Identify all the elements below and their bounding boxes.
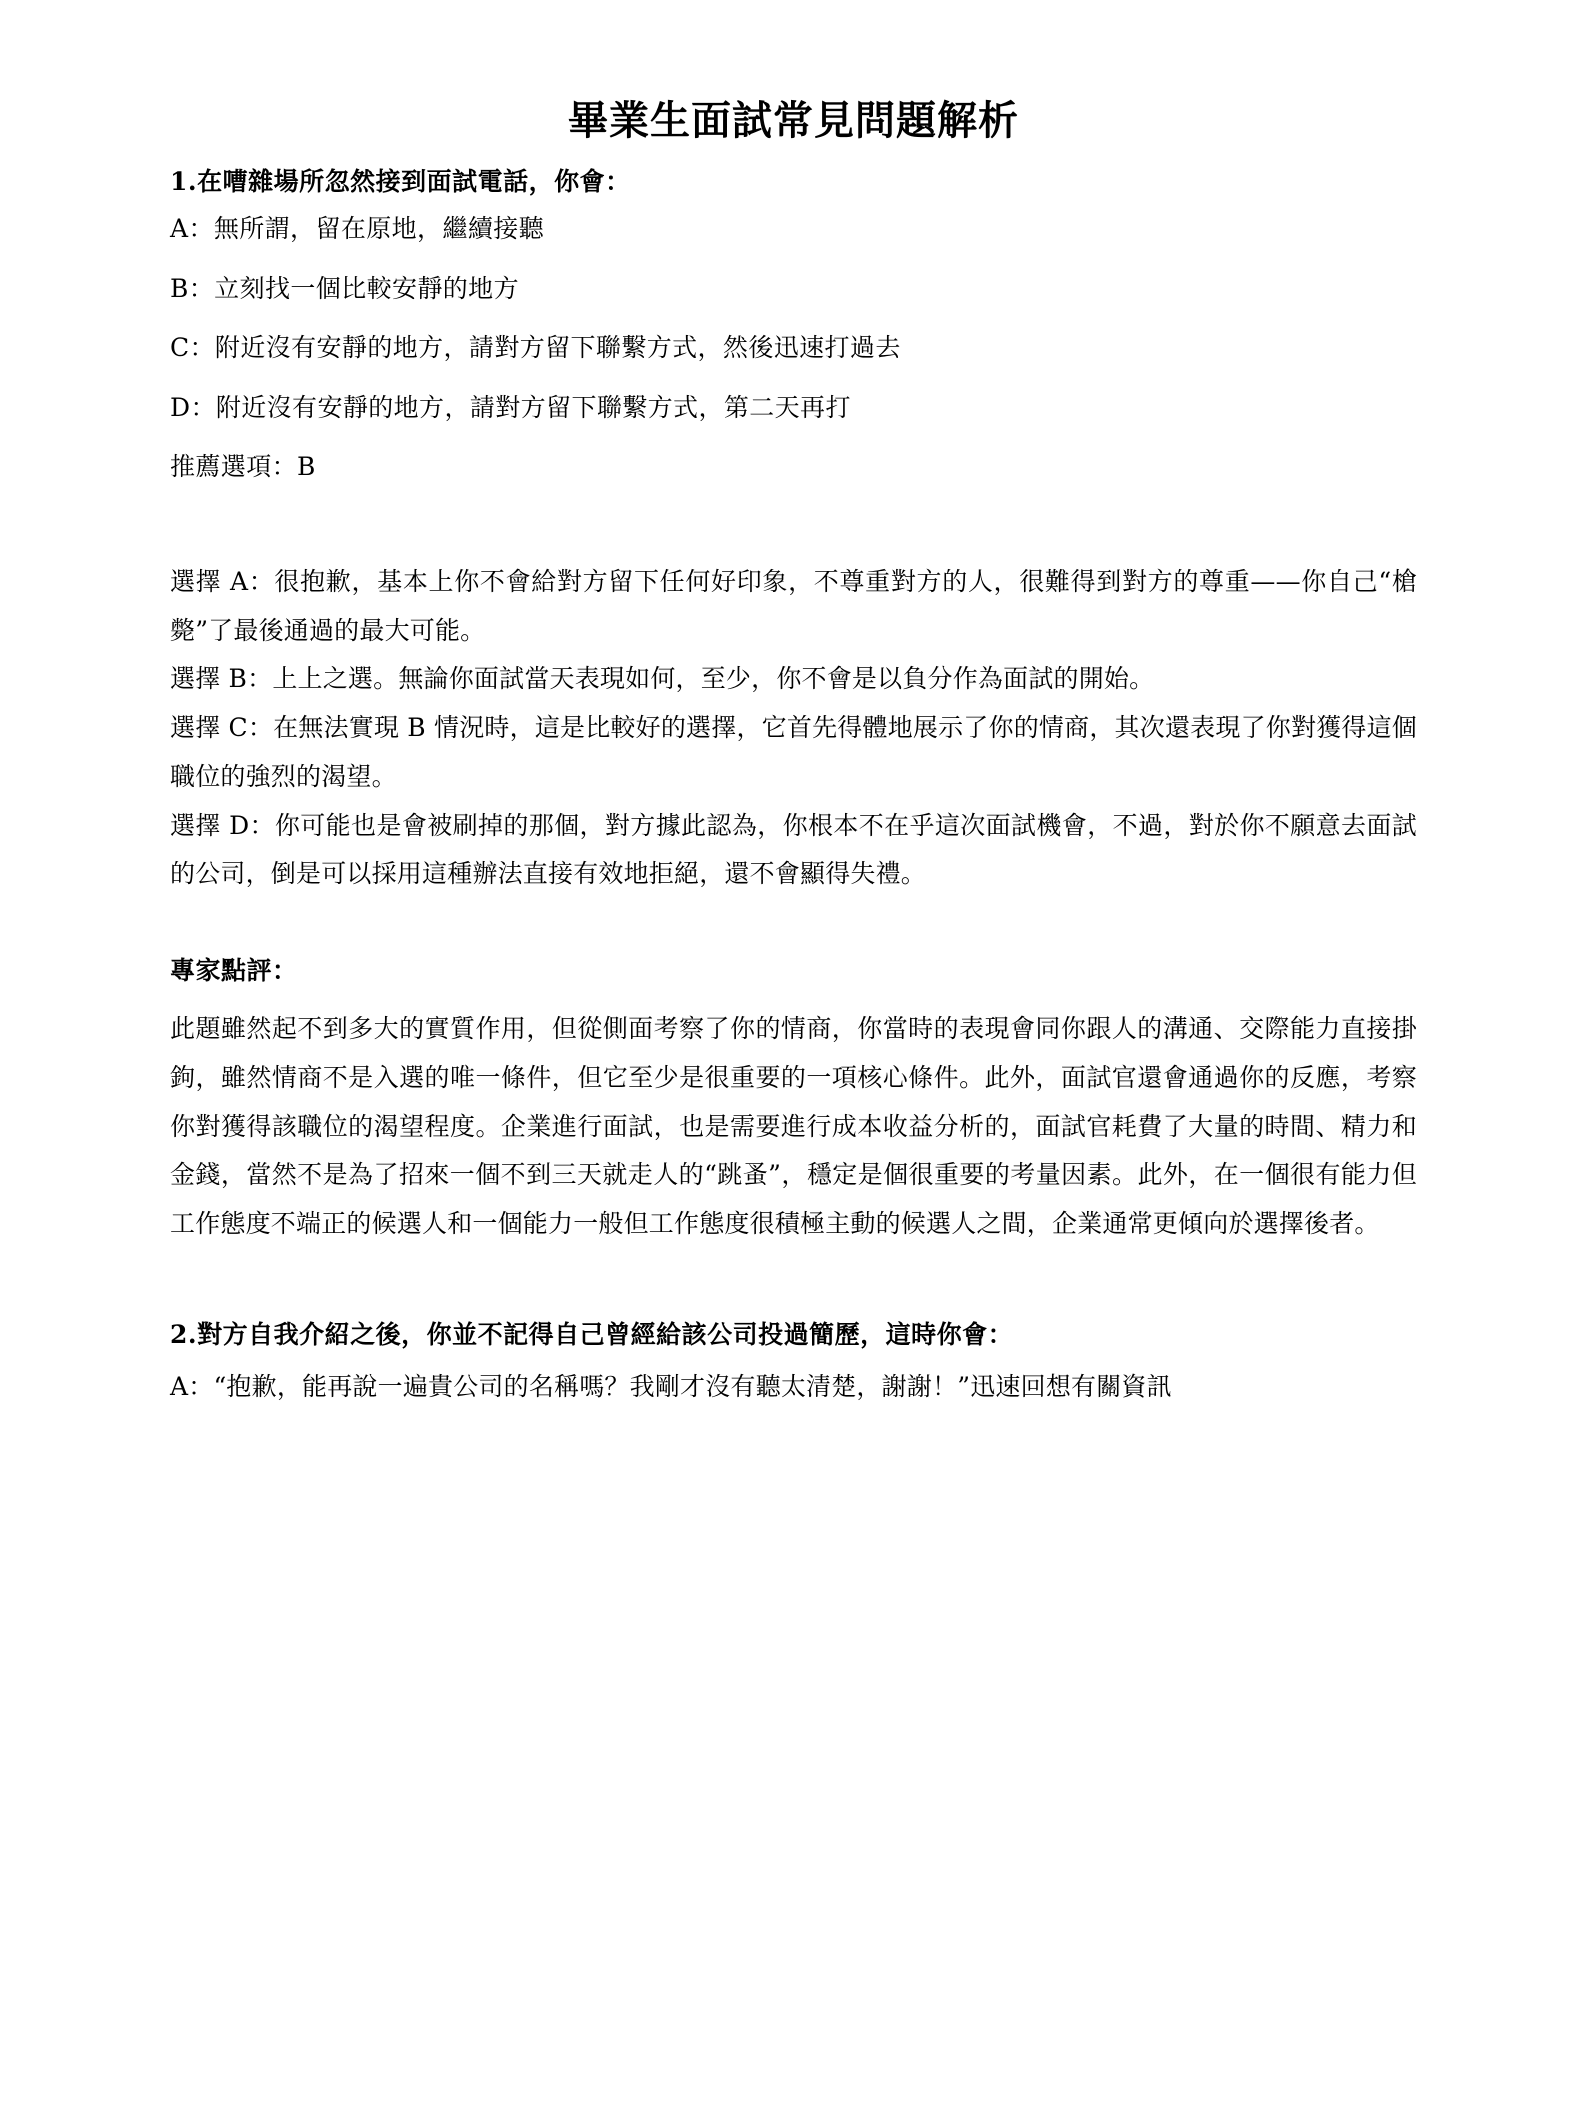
expert-comment-heading: 專家點評： xyxy=(170,956,298,985)
question-2-heading: 2.對方自我介紹之後，你並不記得自己曾經給該公司投過簡歷，這時你會： xyxy=(170,1319,1014,1349)
question-2-option-a: A：“抱歉，能再說一遍貴公司的名稱嗎？我剛才沒有聽太清楚，謝謝！”迅速回想有關資訊 xyxy=(170,1372,1172,1401)
question-1-heading: 1.在嘈雜場所忽然接到面試電話，你會： xyxy=(170,167,631,196)
spacer-after-recommendation xyxy=(170,496,1417,558)
question-1-explanation-d: 選擇 D：你可能也是會被刷掉的那個，對方據此認為，你根本不在乎這次面試機會，不過，對於你不願意去面試的公司，倒是可以採用這種辦法直接有效地拒絕，還不會顯得失禮。 xyxy=(170,810,1417,889)
question-1-explanation-c: 選擇 C：在無法實現 B 情況時，這是比較好的選擇，它首先得體地展示了你的情商，其次還表現了你對獲得這個職位的強烈的渴望。 xyxy=(170,713,1417,791)
question-1-option-c: C：附近沒有安靜的地方，請對方留下聯繫方式，然後迅速打過去 xyxy=(170,333,901,363)
page-title: 畢業生面試常見問題解析 xyxy=(568,97,1019,144)
question-1-option-a: A：無所謂，留在原地，繼續接聽 xyxy=(170,214,545,244)
question-1-recommendation: 推薦選項：B xyxy=(170,452,316,482)
spacer-before-question-2 xyxy=(170,1249,1417,1301)
question-1-explanation-a: 選擇 A：很抱歉，基本上你不會給對方留下任何好印象，不尊重對方的人，很難得到對方的尊重——你自己“槍斃”了最後通過的最大可能。 xyxy=(170,566,1417,645)
spacer-before-expert xyxy=(170,899,1417,951)
question-1-option-d: D：附近沒有安靜的地方，請對方留下聯繫方式，第二天再打 xyxy=(170,392,851,422)
question-1-option-b: B：立刻找一個比較安靜的地方 xyxy=(170,273,519,303)
question-1-explanation-b: 選擇 B：上上之選。無論你面試當天表現如何，至少，你不會是以負分作為面試的開始。 xyxy=(170,664,1155,694)
expert-comment-body: 此題雖然起不到多大的實質作用，但從側面考察了你的情商，你當時的表現會同你跟人的溝通、交際能力直接掛鉤，雖然情商不是入選的唯一條件，但它至少是很重要的一項核心條件。此外，面試官還會通過你的反應，考察你對獲得該職位的渴望程度。企業進行面試，也是需要進行成本收益分析的，面試官耗費了大量的時間、精力和金錢，當然不是為了招來一個不到三天就走人的“跳蚤”，穩定是個很重要的考量因素。此外，在一個很有能力但工作態度不端正的候選人和一個能力一般但工作態度很積極主動的候選人之間，企業通常更傾向於選擇後者。 xyxy=(170,1014,1417,1238)
